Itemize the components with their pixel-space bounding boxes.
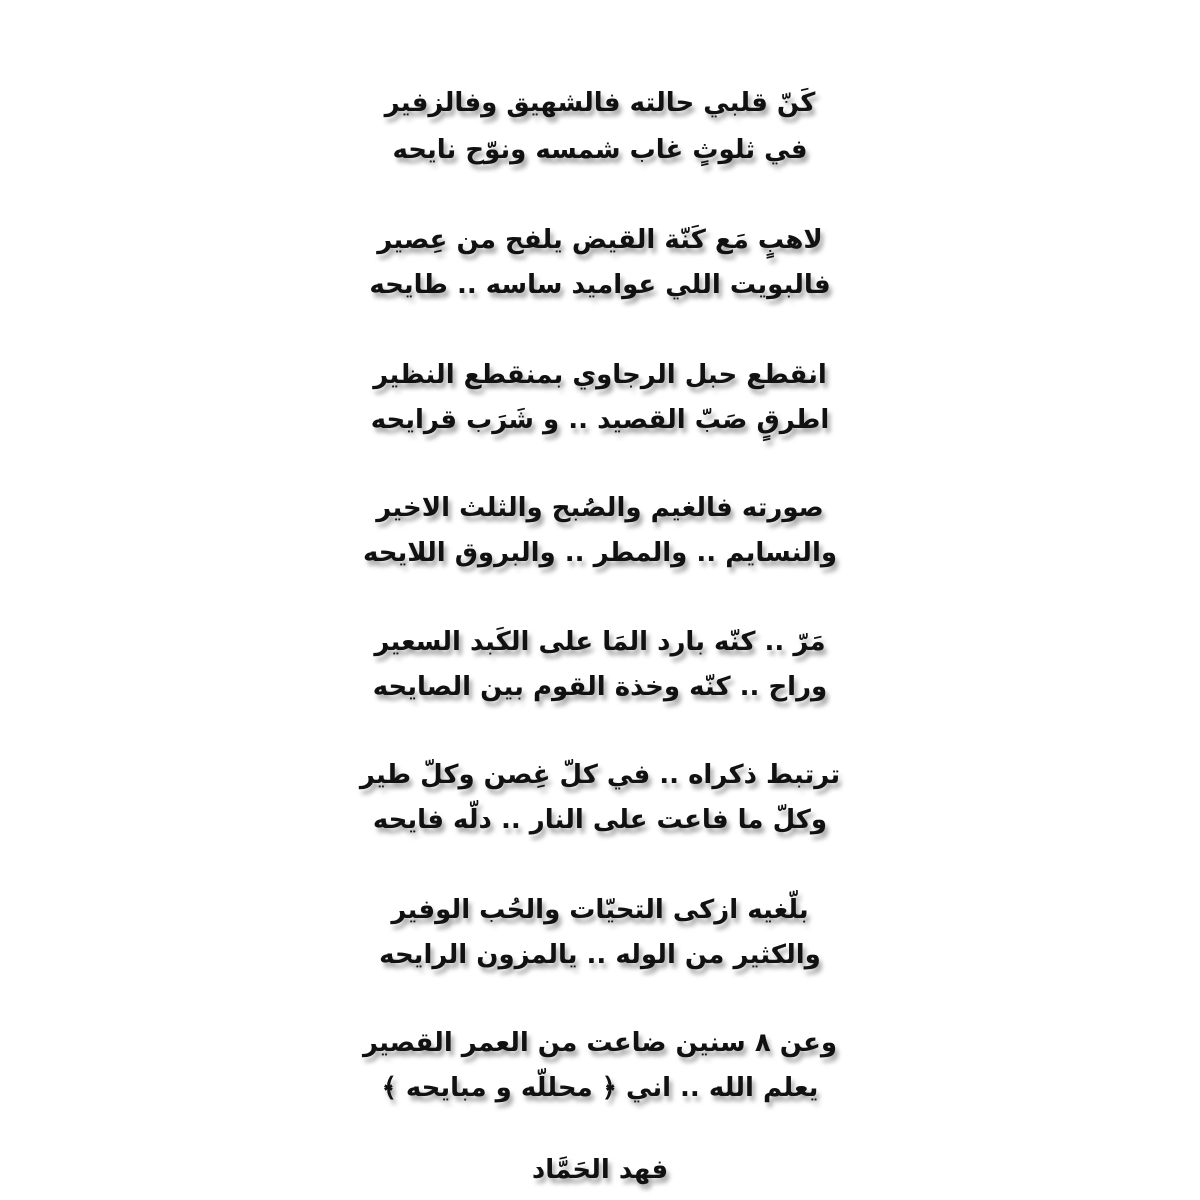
poet-signature: فهد الحَمَّاد bbox=[531, 1155, 669, 1185]
stanza-7-line-2: والكثير من الوله .. يالمزون الرايحه bbox=[379, 940, 821, 970]
stanza-6-line-2: وكلّ ما فاعت على النار .. دلّه فايحه bbox=[372, 805, 828, 835]
stanza-1-line-2: في ثلوثٍ غاب شمسه ونوّح نايحه bbox=[392, 135, 808, 165]
stanza-2-line-2: فالبويت اللي عواميد ساسه .. طايحه bbox=[369, 270, 831, 300]
stanza-4-line-1: صورته فالغيم والصُبح والثلث الاخير bbox=[376, 493, 824, 523]
stanza-4-line-2: والنسايم .. والمطر .. والبروق اللايحه bbox=[362, 538, 838, 568]
stanza-6-line-1: ترتبط ذكراه .. في كلّ غِصن وكلّ طير bbox=[359, 760, 841, 790]
stanza-3-line-1: انقطع حبل الرجاوي بمنقطع النظير bbox=[373, 360, 827, 390]
stanza-8-line-2: يعلم الله .. اني ﴿ محللّه و مبايحه ﴾ bbox=[381, 1073, 819, 1103]
stanza-1-line-1: كَنّ قلبي حالته فالشهيق وفالزفير bbox=[384, 88, 816, 118]
stanza-2-line-1: لاهبٍ مَع كَنّة القيض يلفح من عِصير bbox=[377, 225, 823, 255]
stanza-5-line-2: وراح .. كنّه وخذة القوم بين الصايحه bbox=[372, 672, 828, 702]
stanza-7-line-1: بلّغيه ازكى التحيّات والحُب الوفير bbox=[391, 895, 809, 925]
stanza-3-line-2: اطرقٍ صَبّ القصيد .. و شَرَب قرايحه bbox=[370, 405, 830, 435]
stanza-8-line-1: وعن ٨ سنين ضاعت من العمر القصير bbox=[362, 1028, 838, 1058]
stanza-5-line-1: مَرّ .. كنّه بارد المَا على الكَبد السعير bbox=[374, 627, 826, 657]
